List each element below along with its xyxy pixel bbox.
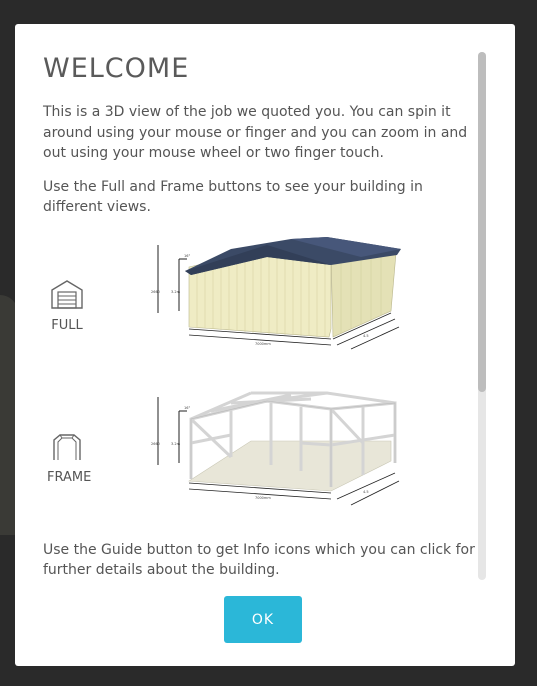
dialog-title: WELCOME <box>43 53 190 84</box>
svg-text:3.2m: 3.2m <box>171 289 180 294</box>
svg-text:7000mm: 7000mm <box>255 341 271 346</box>
frame-building-illustration <box>151 383 411 523</box>
full-label: FULL <box>51 317 83 333</box>
garage-door-icon <box>50 278 84 310</box>
svg-text:7000mm: 7000mm <box>255 495 271 500</box>
ok-button[interactable]: OK <box>224 596 302 643</box>
full-building-illustration <box>151 231 411 371</box>
svg-text:16°: 16° <box>184 253 191 258</box>
welcome-dialog <box>15 24 515 666</box>
buttons-hint-text: Use the Full and Frame buttons to see your building in different views. <box>43 178 423 215</box>
dialog-scrollbar[interactable] <box>478 52 486 580</box>
frame-view-legend <box>47 430 92 485</box>
dialog-content[interactable] <box>15 24 485 581</box>
svg-text:16°: 16° <box>184 405 191 410</box>
svg-text:4.5: 4.5 <box>363 489 369 494</box>
full-view-legend <box>47 278 87 333</box>
scrollbar-thumb[interactable] <box>478 52 486 392</box>
frame-view-example <box>43 383 473 538</box>
intro-text: This is a 3D view of the job we quoted you. You can spin it around using your mouse or finger and you can zoom in and out using your mouse wheel or two finger touch. <box>43 104 468 161</box>
frame-icon <box>50 430 84 462</box>
svg-text:2660: 2660 <box>151 441 160 446</box>
full-view-example <box>43 231 473 383</box>
frame-label: FRAME <box>47 469 92 485</box>
svg-text:2660: 2660 <box>151 289 160 294</box>
svg-text:4.5: 4.5 <box>363 333 369 338</box>
guide-hint-text: Use the Guide button to get Info icons which you can click for further details about the building. <box>43 541 475 578</box>
svg-text:3.2m: 3.2m <box>171 441 180 446</box>
